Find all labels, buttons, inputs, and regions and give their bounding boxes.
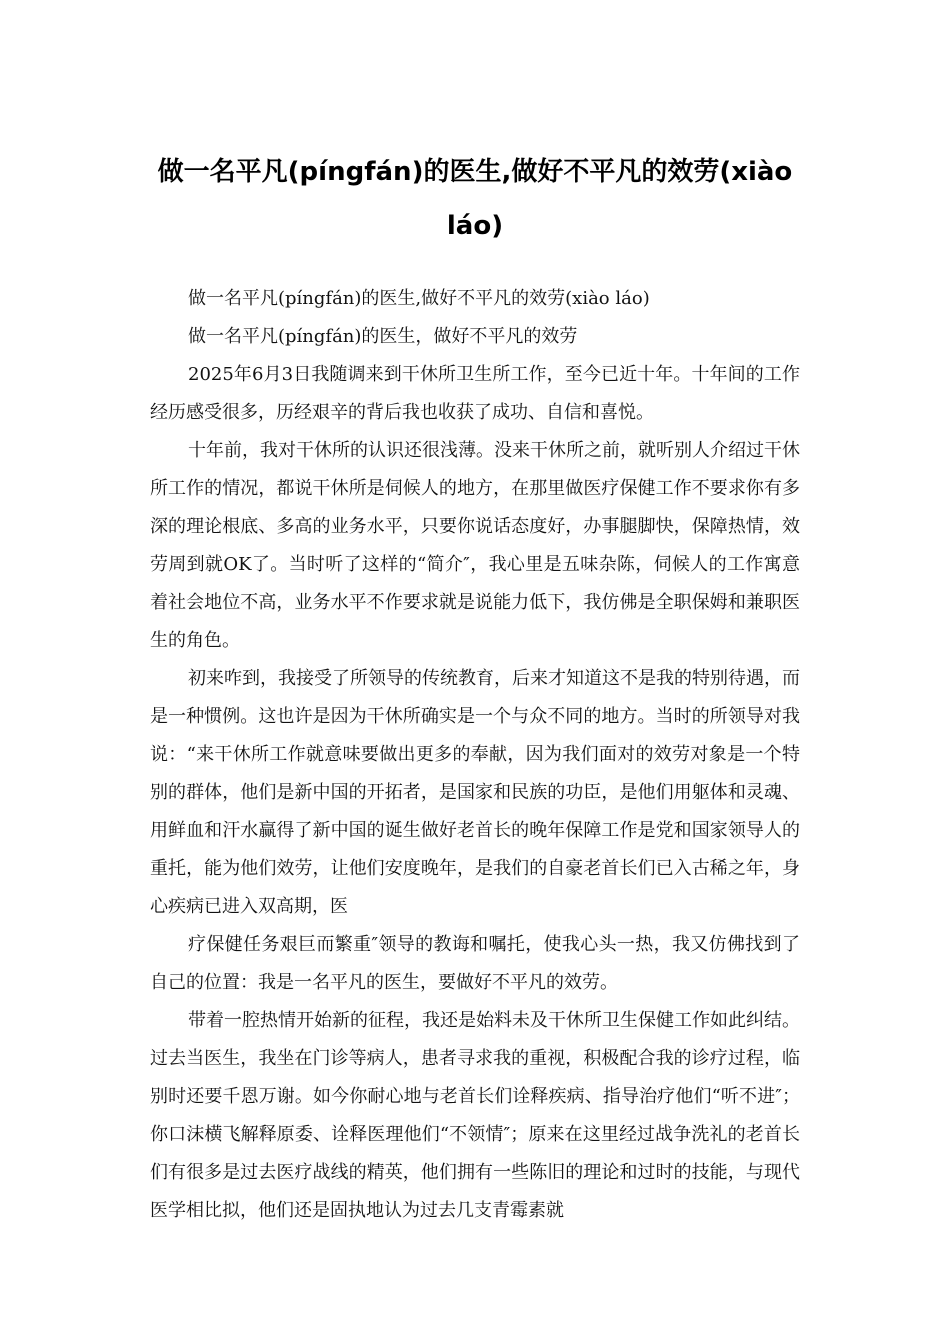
paragraph: 带着一腔热情开始新的征程，我还是始料未及干休所卫生保健工作如此纠结。过去当医生，我坐在门诊等病人，患者寻求我的重视，积极配合我的诊疗过程，临别时还要千恩万谢。如今你耐心地与老首长们诠释疾病、指导治疗他们“听不进″；你口沫横飞解释原委、诠释医理他们“不领情″；原来在这里经过战争洗礼的老首长们有很多是过去医疗战线的精英，他们拥有一些陈旧的理论和过时的技能，与现代医学相比拟，他们还是固执地认为过去几支青霉素就 (150, 1010, 800, 1221)
paragraph: 十年前，我对干休所的认识还很浅薄。没来干休所之前，就听别人介绍过干休所工作的情况，都说干休所是伺候人的地方，在那里做医疗保健工作不要求你有多深的理论根底、多高的业务水平，只要你说话态度好，办事腿脚快，保障热情，效劳周到就OK了。当时听了这样的“简介″，我心里是五味杂陈，伺候人的工作寓意着社会地位不高，业务水平不作要求就是说能力低下，我仿佛是全职保姆和兼职医生的角色。 (150, 440, 800, 651)
document-body (150, 280, 800, 1230)
paragraph: 2025年6月3日我随调来到干休所卫生所工作，至今已近十年。十年间的工作经历感受很多，历经艰辛的背后我也收获了成功、自信和喜悦。 (150, 364, 800, 423)
paragraph-subtitle-1: 做一名平凡(píngfán)的医生,做好不平凡的效劳(xiào láo) (188, 288, 650, 309)
paragraph: 初来咋到，我接受了所领导的传统教育，后来才知道这不是我的特别待遇，而是一种惯例。这也许是因为干休所确实是一个与众不同的地方。当时的所领导对我说：“来干休所工作就意味要做出更多的奉献，因为我们面对的效劳对象是一个特别的群体，他们是新中国的开拓者，是国家和民族的功臣，是他们用躯体和灵魂、用鲜血和汗水赢得了新中国的诞生做好老首长的晚年保障工作是党和国家领导人的重托，能为他们效劳，让他们安度晚年，是我们的自豪老首长们已入古稀之年，身心疾病已进入双高期，医 (150, 668, 800, 917)
paragraph-subtitle-2: 做一名平凡(píngfán)的医生，做好不平凡的效劳 (188, 326, 578, 347)
paragraph: 疗保健任务艰巨而繁重″领导的教诲和嘱托，使我心头一热，我又仿佛找到了自己的位置：我是一名平凡的医生，要做好不平凡的效劳。 (150, 934, 800, 993)
document-title: 做一名平凡(píngfán)的医生,做好不平凡的效劳(xiào láo) (157, 157, 793, 241)
